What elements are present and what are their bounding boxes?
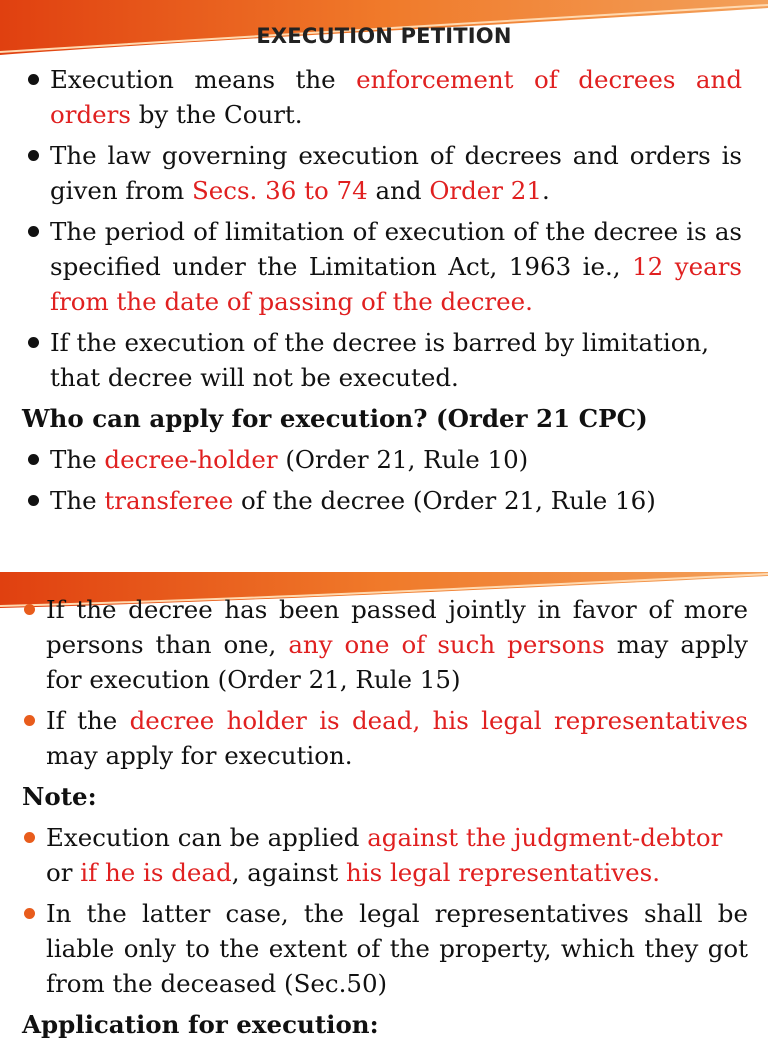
bullet-dot-icon <box>28 454 39 465</box>
slide-2 <box>0 572 768 1039</box>
bullet-dot-icon <box>28 226 39 237</box>
bullet-item: The decree-holder (Order 21, Rule 10) <box>22 442 742 477</box>
bullet-item: Execution means the enforcement of decrees and orders by the Court. <box>22 62 742 132</box>
bullet-item: Execution can be applied against the judgment-debtor or if he is dead, against his legal representatives. <box>18 820 748 890</box>
bullet-dot-icon <box>24 604 35 615</box>
note-heading: Note: <box>22 782 97 811</box>
section-heading: Application for execution: <box>22 1010 379 1039</box>
bullet-item: If the execution of the decree is barred by limitation, that decree will not be executed. <box>22 325 742 395</box>
bullet-dot-icon <box>24 908 35 919</box>
slide-1-body <box>22 62 742 524</box>
bullet-dot-icon <box>28 74 39 85</box>
bullet-item: The law governing execution of decrees and orders is given from Secs. 36 to 74 and Order 21. <box>22 138 742 208</box>
bullet-dot-icon <box>24 715 35 726</box>
bullet-dot-icon <box>28 495 39 506</box>
slide-separator <box>0 556 768 572</box>
bullet-item: If the decree holder is dead, his legal representatives may apply for execution. <box>18 703 748 773</box>
section-heading: Who can apply for execution? (Order 21 CPC) <box>22 404 648 433</box>
bullet-item: In the latter case, the legal representatives shall be liable only to the extent of the property, which they got from the deceased (Sec.50) <box>18 896 748 1001</box>
bullet-dot-icon <box>28 337 39 348</box>
bullet-dot-icon <box>28 150 39 161</box>
bullet-item: If the decree has been passed jointly in favor of more persons than one, any one of such persons may apply for execution (Order 21, Rule 15) <box>18 592 748 697</box>
slide-title: EXECUTION PETITION <box>256 24 512 48</box>
bullet-item: The transferee of the decree (Order 21, Rule 16) <box>22 483 742 518</box>
slide-2-body <box>18 592 748 1048</box>
bullet-item: The period of limitation of execution of the decree is as specified under the Limitation Act, 1963 ie., 12 years from the date of passing of the decree. <box>22 214 742 319</box>
bullet-dot-icon <box>24 832 35 843</box>
